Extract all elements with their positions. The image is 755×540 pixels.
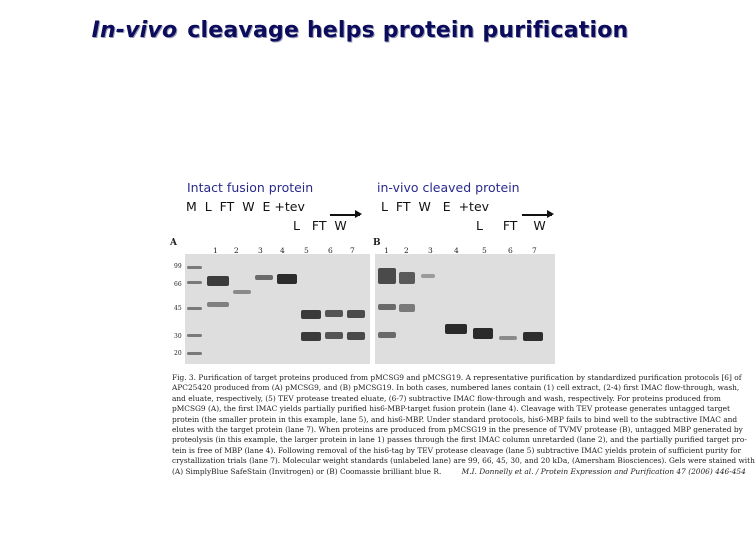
lane-number: 7 [350,246,355,255]
caption-line: protein (the smaller protein in this example, lane 5), and his6-MBP. Under standard protocols, his6-MBP fails to bind well to the subtractive IMAC and [172,414,738,424]
protein-band [378,268,396,284]
mw-marker: 45 [174,305,182,312]
protein-band [378,332,396,338]
lane-number: 3 [428,246,433,255]
gel-a [185,254,370,364]
left-lanes-bottom: L FT W [293,218,347,233]
protein-band [255,275,273,280]
right-arrow [522,214,552,216]
right-lanes-top: L FT W E +tev [381,199,490,214]
lane-number: 5 [304,246,309,255]
lane-number: 6 [508,246,513,255]
lane-number: 5 [482,246,487,255]
ladder-band [187,266,202,269]
ladder-band [187,281,202,284]
protein-band [233,290,251,294]
protein-band [347,332,365,340]
protein-band [421,274,435,278]
caption-line: APC25420 produced from (A) pMCSG9, and (B) pMCSG19. In both cases, numbered lanes contain (1) cell extract, (2-4) first IMAC flow-through, wash, [172,383,740,393]
ladder-band [187,352,202,355]
protein-band [347,310,365,318]
caption-line: pMCSG9 (A), the first IMAC yields partially purified his6-MBP-target fusion protein (lane 4). Cleavage with TEV protease generates untagged target [172,404,730,414]
protein-band [445,324,467,334]
panel-b-label: B [373,238,381,248]
panel-a-label: A [170,238,177,248]
protein-band [325,310,343,317]
right-heading: in-vivo cleaved protein [377,180,520,195]
caption-line: elutes with the target protein (lane 7). When proteins are produced from pMCSG19 in the presence of TVMV protease (B), untagged MBP generated by [172,425,743,435]
left-arrow [330,214,360,216]
caption-line: tein is free of MBP (lane 4). Following removal of the his6-tag by TEV protease cleavage (lane 5) subtractive IMAC yields protein of sufficient purity for [172,445,742,455]
mw-marker: 66 [174,281,182,288]
left-heading: Intact fusion protein [187,180,314,195]
protein-band [325,332,343,339]
lane-number: 3 [258,246,263,255]
lane-number: 7 [532,246,537,255]
caption-line-last [172,466,746,477]
slide-title [0,18,720,43]
caption-citation: M.I. Donnelly et al. / Protein Expression and Purification 47 (2006) 446-454 [461,466,746,476]
gel-b [375,254,555,364]
protein-band [399,304,415,312]
lane-number: 4 [280,246,285,255]
protein-band [277,274,297,284]
caption-last-text: (A) SimplyBlue SafeStain (Invitrogen) or (B) Coomassie brilliant blue R. [172,466,442,476]
left-lanes-top: M L FT W E +tev [186,199,305,214]
right-lanes-bottom: L FT W [476,218,546,233]
ladder-band [187,334,202,337]
caption-line: proteolysis (in this example, the larger protein in lane 1) passes through the first IMAC column unretarded (lane 2), and the partially purified target pro- [172,435,747,445]
caption-line: and eluate, respectively, (5) TEV protease treated eluate, (6-7) subtractive IMAC flow-through and wash, respectively. For proteins produced from [172,393,721,403]
protein-band [499,336,517,340]
figure-caption [172,373,755,477]
protein-band [378,304,396,310]
title-italic: In-vivo [91,18,178,43]
mw-marker: 99 [174,263,182,270]
mw-marker: 20 [174,350,182,357]
lane-number: 1 [213,246,218,255]
lane-number: 6 [328,246,333,255]
protein-band [523,332,543,341]
ladder-band [187,307,202,310]
lane-number: 1 [384,246,389,255]
lane-number: 4 [454,246,459,255]
protein-band [473,328,493,339]
title-rest: cleavage helps protein purification [187,18,629,43]
caption-line: crystallization trials (lane 7). Molecular weight standards (unlabeled lane) are 99, 66, 45, 30, and 20 kDa, (Amersham Biosciences). Gels were stained with [172,456,755,466]
protein-band [207,276,229,286]
protein-band [301,332,321,341]
lane-number: 2 [234,246,239,255]
mw-marker: 30 [174,333,182,340]
lane-number: 2 [404,246,409,255]
caption-line: Fig. 3. Purification of target proteins produced from pMCSG9 and pMCSG19. A representative purification by standardized purification protocols [6] of [172,373,742,382]
protein-band [207,302,229,307]
gel-figure [170,236,555,366]
protein-band [301,310,321,319]
protein-band [399,272,415,284]
